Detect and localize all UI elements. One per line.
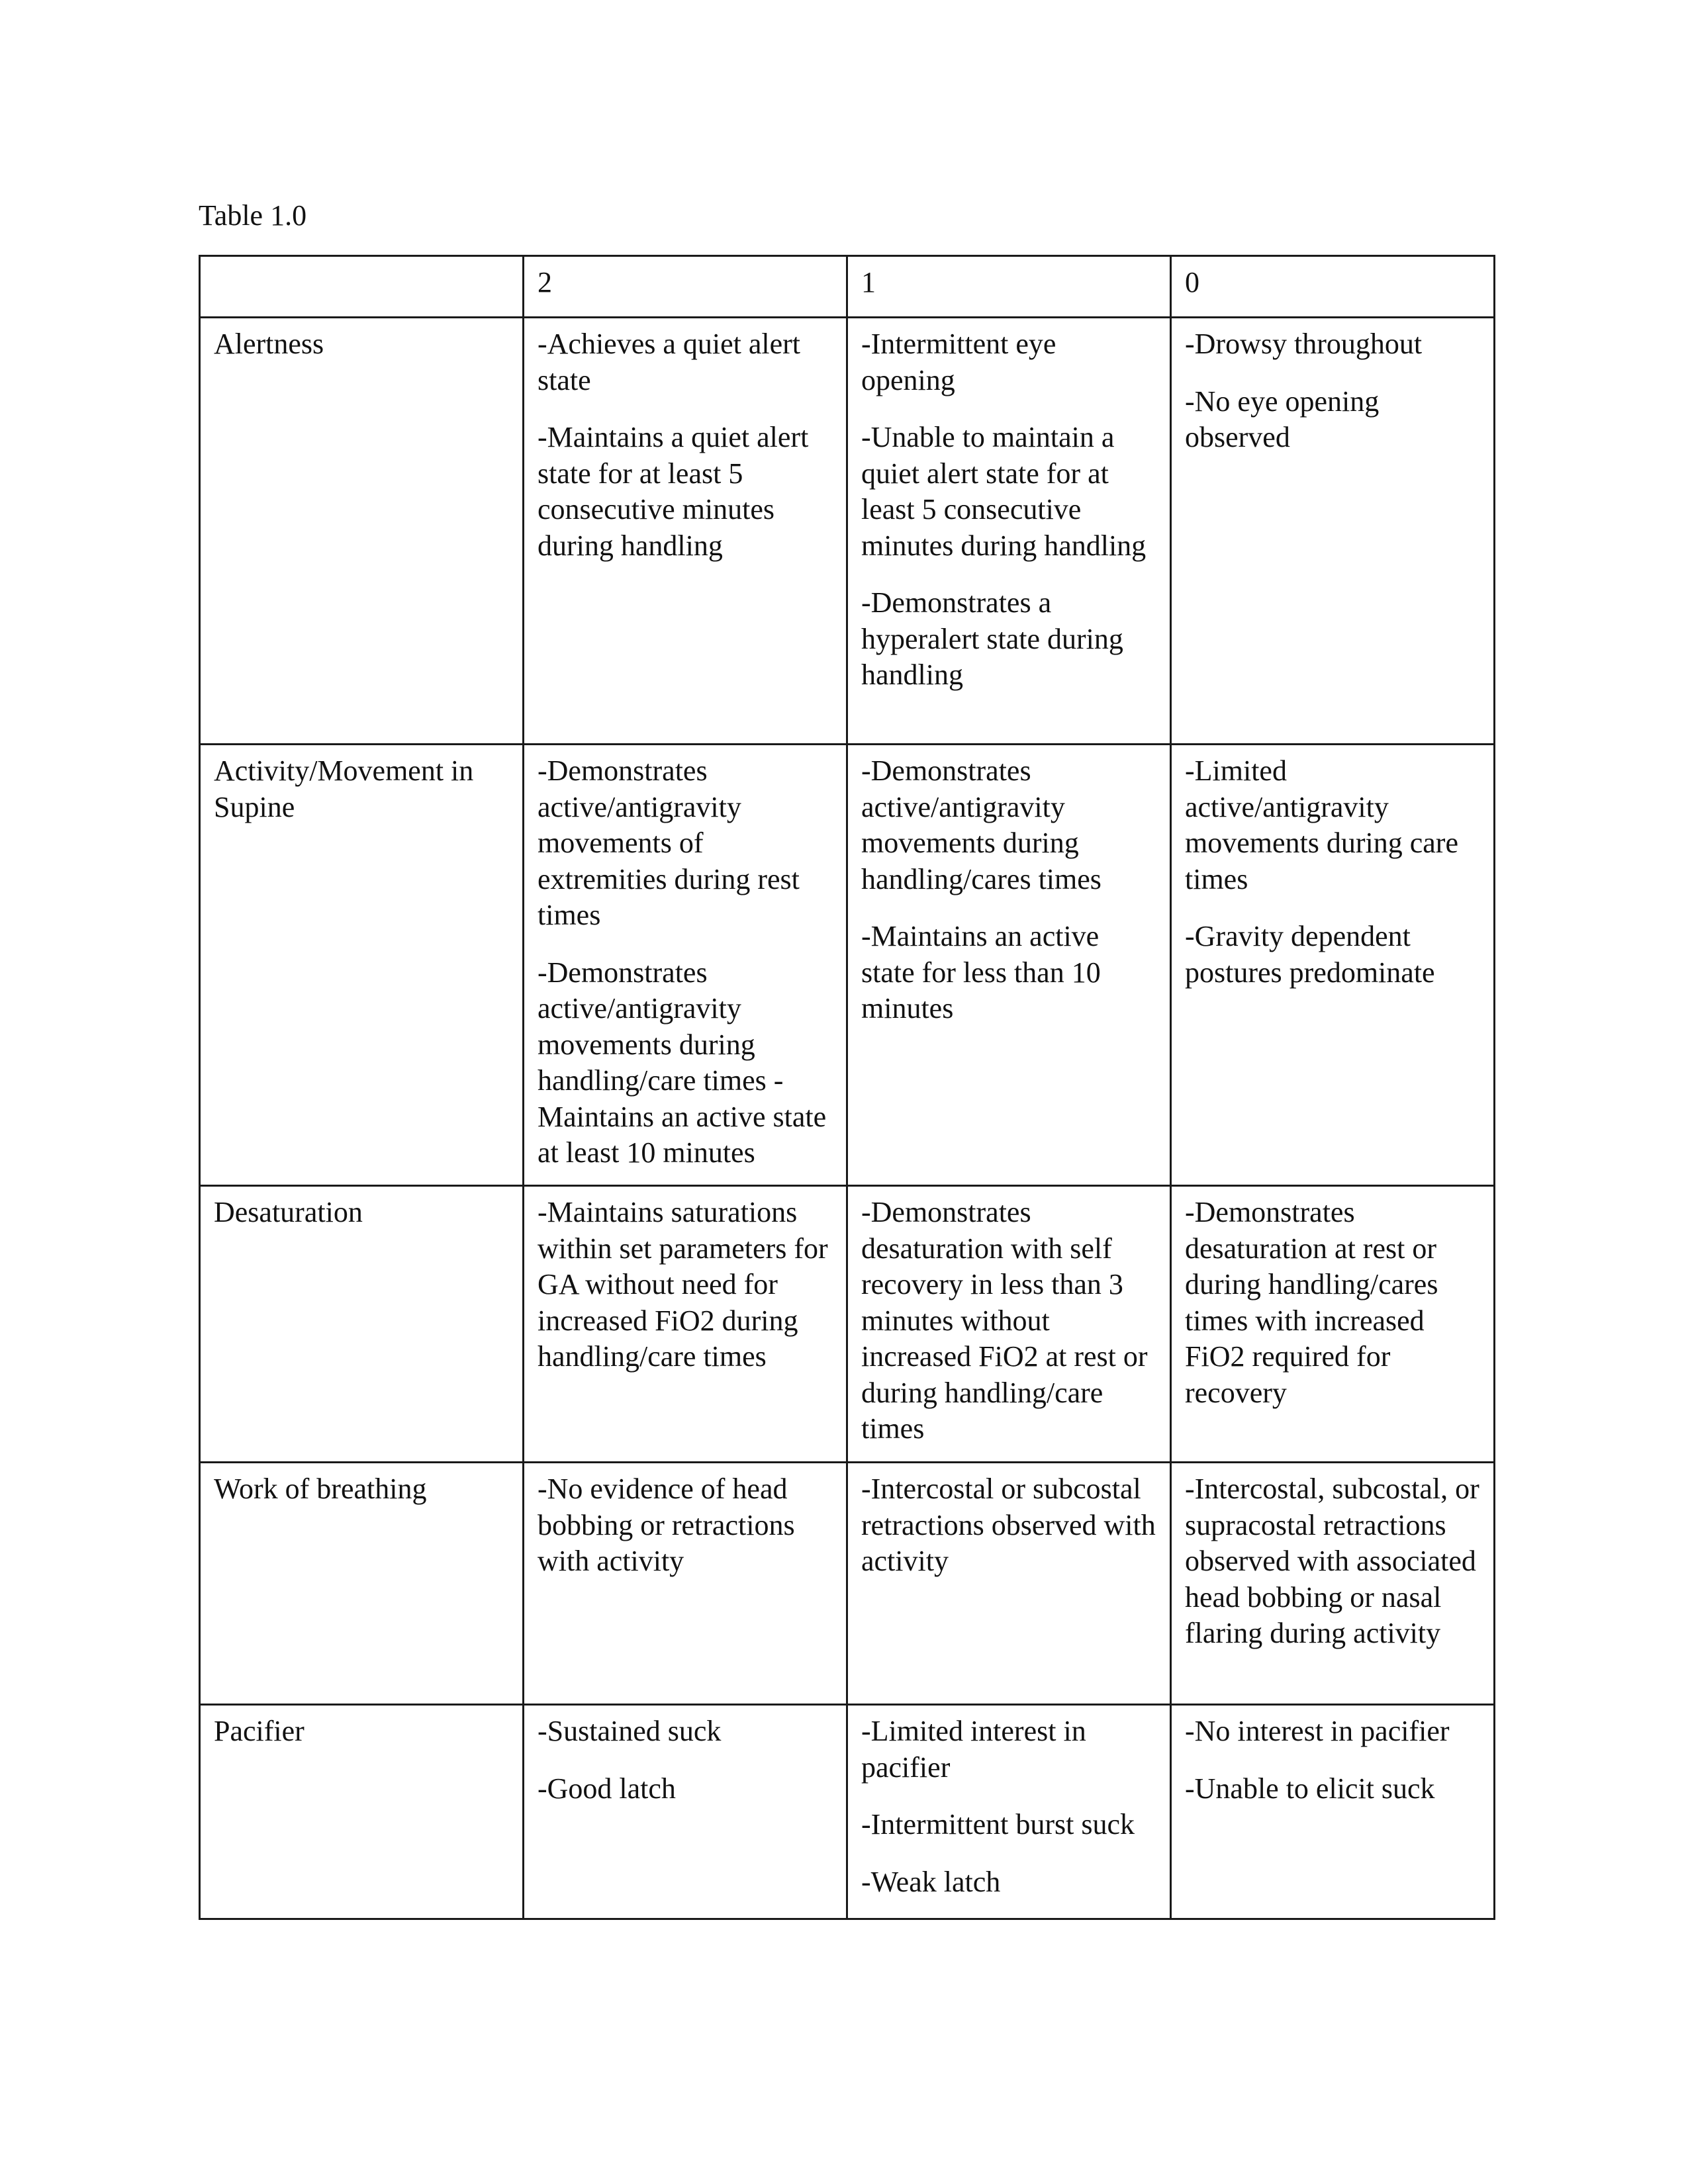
criterion: -Unable to maintain a quiet alert state for at least 5 consecutive minutes during handling bbox=[861, 421, 1147, 562]
criterion: -Sustained suck bbox=[538, 1715, 722, 1747]
criterion: -Maintains a quiet alert state for at least 5 consecutive minutes during handling bbox=[538, 421, 809, 562]
criterion: -Demonstrates active/antigravity movements during handling/care times - Maintains an active state at least 10 minutes bbox=[538, 956, 827, 1169]
criterion: -Intermittent eye opening bbox=[861, 328, 1056, 396]
criterion: -Intercostal or subcostal retractions observed with activity bbox=[861, 1473, 1156, 1577]
table-row-pacifier bbox=[200, 1705, 1495, 1919]
header-cell-score-0: 0 bbox=[1171, 256, 1495, 318]
criterion: -Unable to elicit suck bbox=[1185, 1772, 1435, 1805]
score-0-cell bbox=[1171, 1463, 1495, 1705]
table-caption: Table 1.0 bbox=[199, 199, 307, 232]
table-row-activity-movement bbox=[200, 745, 1495, 1186]
score-0-cell bbox=[1171, 1186, 1495, 1463]
criterion: -Limited interest in pacifier bbox=[861, 1715, 1086, 1784]
score-1-cell bbox=[847, 318, 1171, 745]
score-2-cell bbox=[524, 318, 847, 745]
score-1-cell bbox=[847, 1186, 1171, 1463]
score-1-cell bbox=[847, 1463, 1171, 1705]
header-cell-score-2: 2 bbox=[524, 256, 847, 318]
criterion: -Limited active/antigravity movements during care times bbox=[1185, 754, 1458, 895]
criterion: -Demonstrates desaturation with self recovery in less than 3 minutes without increased FiO2 at rest or during handling/care times bbox=[861, 1196, 1148, 1445]
criterion: -Demonstrates a hyperalert state during handling bbox=[861, 586, 1123, 691]
score-2-cell bbox=[524, 1186, 847, 1463]
row-label: Desaturation bbox=[200, 1186, 524, 1463]
header-cell-score-1: 1 bbox=[847, 256, 1171, 318]
criterion: -No eye opening observed bbox=[1185, 385, 1380, 453]
row-label: Pacifier bbox=[200, 1705, 524, 1919]
score-2-cell bbox=[524, 1463, 847, 1705]
score-1-cell bbox=[847, 1705, 1171, 1919]
criterion: -Demonstrates desaturation at rest or during handling/cares times with increased FiO2 required for recovery bbox=[1185, 1196, 1438, 1409]
row-label: Work of breathing bbox=[200, 1463, 524, 1705]
criterion: -Achieves a quiet alert state bbox=[538, 328, 801, 396]
scoring-table bbox=[199, 255, 1495, 1920]
criterion: -Maintains saturations within set parameters for GA without need for increased FiO2 during handling/care times bbox=[538, 1196, 828, 1373]
criterion: -Demonstrates active/antigravity movements during handling/cares times bbox=[861, 754, 1102, 895]
criterion: -Intercostal, subcostal, or supracostal retractions observed with associated head bobbing or nasal flaring during activity bbox=[1185, 1473, 1479, 1649]
table-row-alertness bbox=[200, 318, 1495, 745]
row-label: Activity/Movement in Supine bbox=[200, 745, 524, 1186]
criterion: -Drowsy throughout bbox=[1185, 328, 1423, 360]
header-cell-empty bbox=[200, 256, 524, 318]
criterion: -Maintains an active state for less than 10 minutes bbox=[861, 920, 1101, 1024]
table-row-work-of-breathing bbox=[200, 1463, 1495, 1705]
criterion: -Gravity dependent postures predominate bbox=[1185, 920, 1435, 989]
score-1-cell bbox=[847, 745, 1171, 1186]
score-0-cell bbox=[1171, 1705, 1495, 1919]
table-header-row bbox=[200, 256, 1495, 318]
criterion: -Weak latch bbox=[861, 1865, 1001, 1898]
criterion: -Good latch bbox=[538, 1772, 676, 1805]
criterion: -No interest in pacifier bbox=[1185, 1715, 1450, 1747]
score-0-cell bbox=[1171, 318, 1495, 745]
criterion: -Intermittent burst suck bbox=[861, 1808, 1135, 1841]
criterion: -No evidence of head bobbing or retractions with activity bbox=[538, 1473, 795, 1577]
table-row-desaturation bbox=[200, 1186, 1495, 1463]
score-2-cell bbox=[524, 745, 847, 1186]
row-label: Alertness bbox=[200, 318, 524, 745]
score-2-cell bbox=[524, 1705, 847, 1919]
criterion: -Demonstrates active/antigravity movements of extremities during rest times bbox=[538, 754, 800, 931]
score-0-cell bbox=[1171, 745, 1495, 1186]
